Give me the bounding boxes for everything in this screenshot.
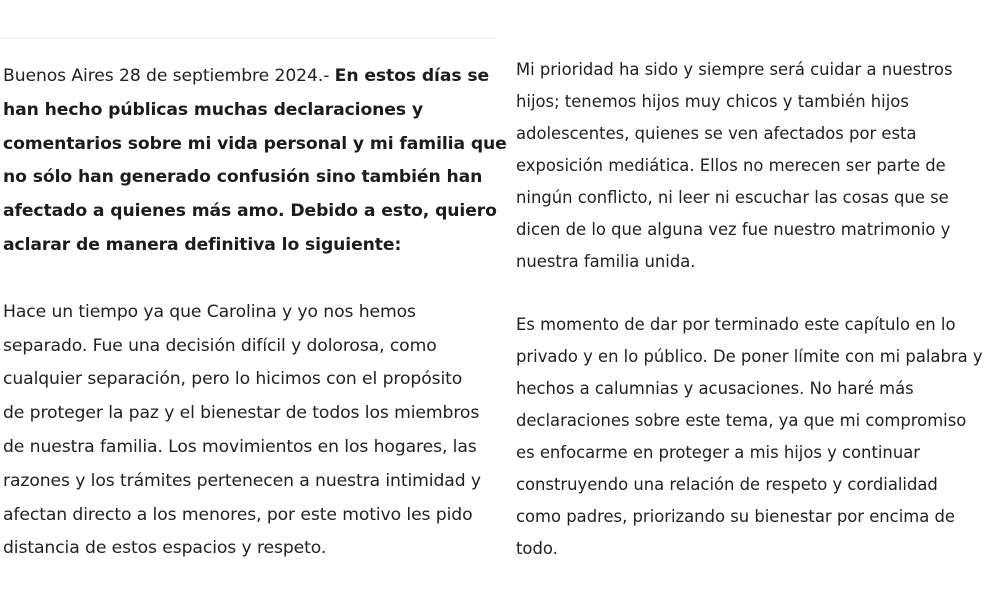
text-line: como padres, priorizando su bienestar por encima de [516, 507, 955, 526]
closing-paragraph [516, 309, 992, 565]
text-line: hechos a calumnias y acusaciones. No haré más [516, 379, 914, 398]
text-line [3, 60, 499, 94]
text-line: razones y los trámites pertenecen a nuestra intimidad y [3, 470, 481, 491]
bold-text: En estos días se [334, 66, 490, 86]
text-line: declaraciones sobre este tema, ya que mi compromiso [516, 411, 967, 430]
text-line: Mi prioridad ha sido y siempre será cuidar a nuestros [516, 60, 953, 79]
children-priority-paragraph [516, 54, 992, 278]
text-line: exposición mediática. Ellos no merecen ser parte de [516, 156, 946, 175]
text-line: han hecho públicas muchas declaraciones y [3, 99, 423, 120]
text-line: es enfocarme en proteger a mis hijos y continuar [516, 443, 920, 462]
text-line: aclarar de manera definitiva lo siguiente: [3, 234, 402, 255]
separation-paragraph [3, 296, 499, 566]
text-line: privado y en lo público. De poner límite con mi palabra y [516, 347, 983, 366]
text-line: cualquier separación, pero lo hicimos con el propósito [3, 369, 463, 390]
text-line: comentarios sobre mi vida personal y mi familia que [3, 133, 507, 154]
text-line: separado. Fue una decisión difícil y dolorosa, como [3, 335, 437, 356]
text-line: de nuestra familia. Los movimientos en los hogares, las [3, 436, 477, 457]
text-line: no sólo han generado confusión sino también han [3, 167, 483, 188]
text-line: hijos; tenemos hijos muy chicos y también hijos [516, 92, 909, 111]
top-divider [0, 38, 496, 39]
right-column [516, 54, 992, 565]
text-line: ningún conflicto, ni leer ni escuchar las cosas que se [516, 188, 949, 207]
text-line: dicen de lo que alguna vez fue nuestro matrimonio y [516, 220, 951, 239]
text-line: afectan directo a los menores, por este motivo les pido [3, 504, 473, 525]
text-line: distancia de estos espacios y respeto. [3, 538, 327, 559]
dateline-text: Buenos Aires 28 de septiembre 2024.- [3, 66, 335, 86]
text-line: construyendo una relación de respeto y cordialidad [516, 475, 938, 494]
text-line: Es momento de dar por terminado este capítulo en lo [516, 315, 956, 334]
text-line: todo. [516, 539, 558, 558]
left-column [3, 60, 507, 566]
text-line: adolescentes, quienes se ven afectados por esta [516, 124, 917, 143]
text-line: de proteger la paz y el bienestar de todos los miembros [3, 403, 480, 424]
text-line: nuestra familia unida. [516, 252, 696, 271]
text-line: afectado a quienes más amo. Debido a esto, quiero [3, 201, 497, 222]
statement-intro-paragraph [3, 60, 507, 263]
text-line: Hace un tiempo ya que Carolina y yo nos hemos [3, 301, 416, 322]
